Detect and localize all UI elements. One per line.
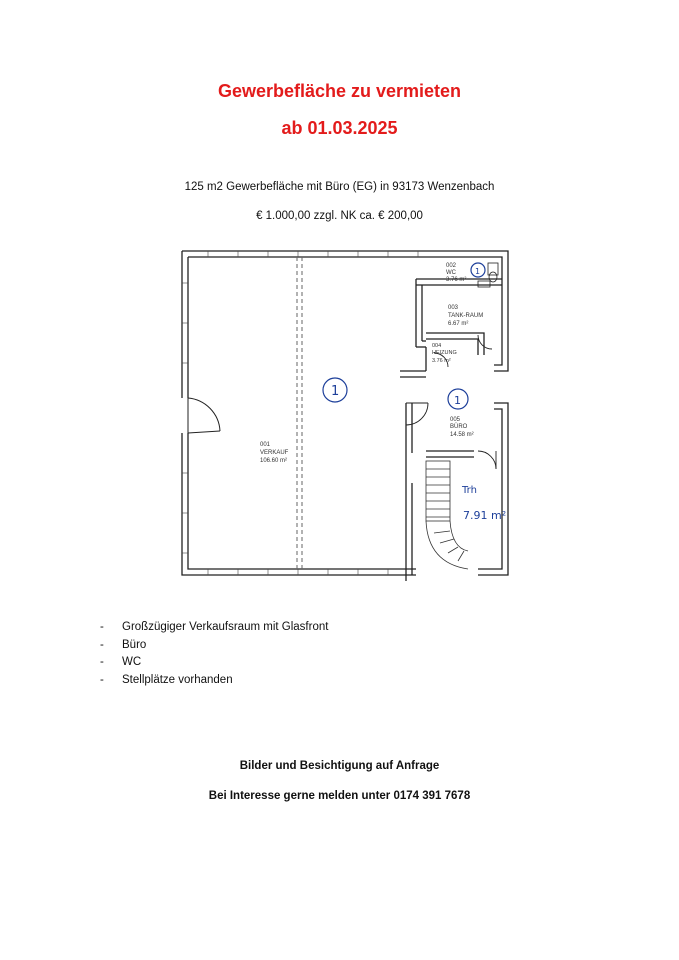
toilet-fixture: [478, 263, 498, 287]
availability-date: ab 01.03.2025: [281, 118, 398, 138]
room-005-number: 005: [450, 417, 461, 423]
rent-price: € 1.000,00 zzgl. NK ca. € 200,00: [256, 210, 423, 222]
list-item: [100, 637, 580, 655]
circle-number-main: 1: [331, 384, 340, 399]
feature-text: WC: [122, 656, 142, 668]
feature-text: Großzügiger Verkaufsraum mit Glasfront: [122, 621, 329, 633]
room-005-area: 14.58 m²: [450, 432, 474, 438]
property-description: 125 m2 Gewerbefläche mit Büro (EG) in 93173 Wenzenbach: [184, 181, 495, 193]
feature-list: [100, 619, 580, 689]
room-005-name: BÜRO: [450, 424, 468, 430]
bullet-dash: -: [100, 673, 104, 686]
room-004-area: 3.76 m²: [432, 358, 451, 364]
stair-area: 7.91 m²: [463, 509, 507, 522]
room-002-number: 002: [446, 263, 457, 269]
circle-number-office: 1: [454, 394, 461, 407]
entrance-door: [188, 398, 220, 433]
glass-front-line: [297, 257, 302, 569]
room-002-name: WC: [446, 270, 456, 276]
room-001-number: 001: [260, 442, 271, 448]
room-002-area: 3.76 m²: [446, 277, 467, 283]
list-item: [100, 619, 580, 637]
floor-plan: [178, 243, 514, 581]
list-item: [100, 654, 580, 672]
room-001-name: VERKAUF: [260, 450, 289, 456]
room-003-name: TANK-RAUM: [448, 313, 484, 319]
room-003-area: 6.67 m²: [448, 321, 469, 327]
room-001-area: 106.60 m²: [260, 458, 288, 464]
room-003-number: 003: [448, 305, 459, 311]
bullet-dash: -: [100, 638, 104, 651]
circle-number-wc: 1: [475, 267, 481, 276]
outer-walls: [182, 251, 508, 575]
bullet-dash: -: [100, 656, 104, 668]
stair-label: Trh: [462, 485, 477, 496]
room-004-name: HEIZUNG: [432, 350, 457, 356]
bullet-dash: -: [100, 621, 104, 633]
contact-line: Bei Interesse gerne melden unter 0174 391 7678: [208, 790, 471, 802]
staircase: [426, 461, 468, 569]
feature-text: Stellplätze vorhanden: [122, 673, 233, 686]
wall-hatching: [182, 251, 418, 575]
list-item: [100, 672, 580, 690]
room-004-number: 004: [432, 343, 442, 349]
feature-text: Büro: [122, 638, 147, 651]
listing-title: Gewerbefläche zu vermieten: [217, 81, 462, 101]
viewing-note: Bilder und Besichtigung auf Anfrage: [239, 760, 440, 772]
